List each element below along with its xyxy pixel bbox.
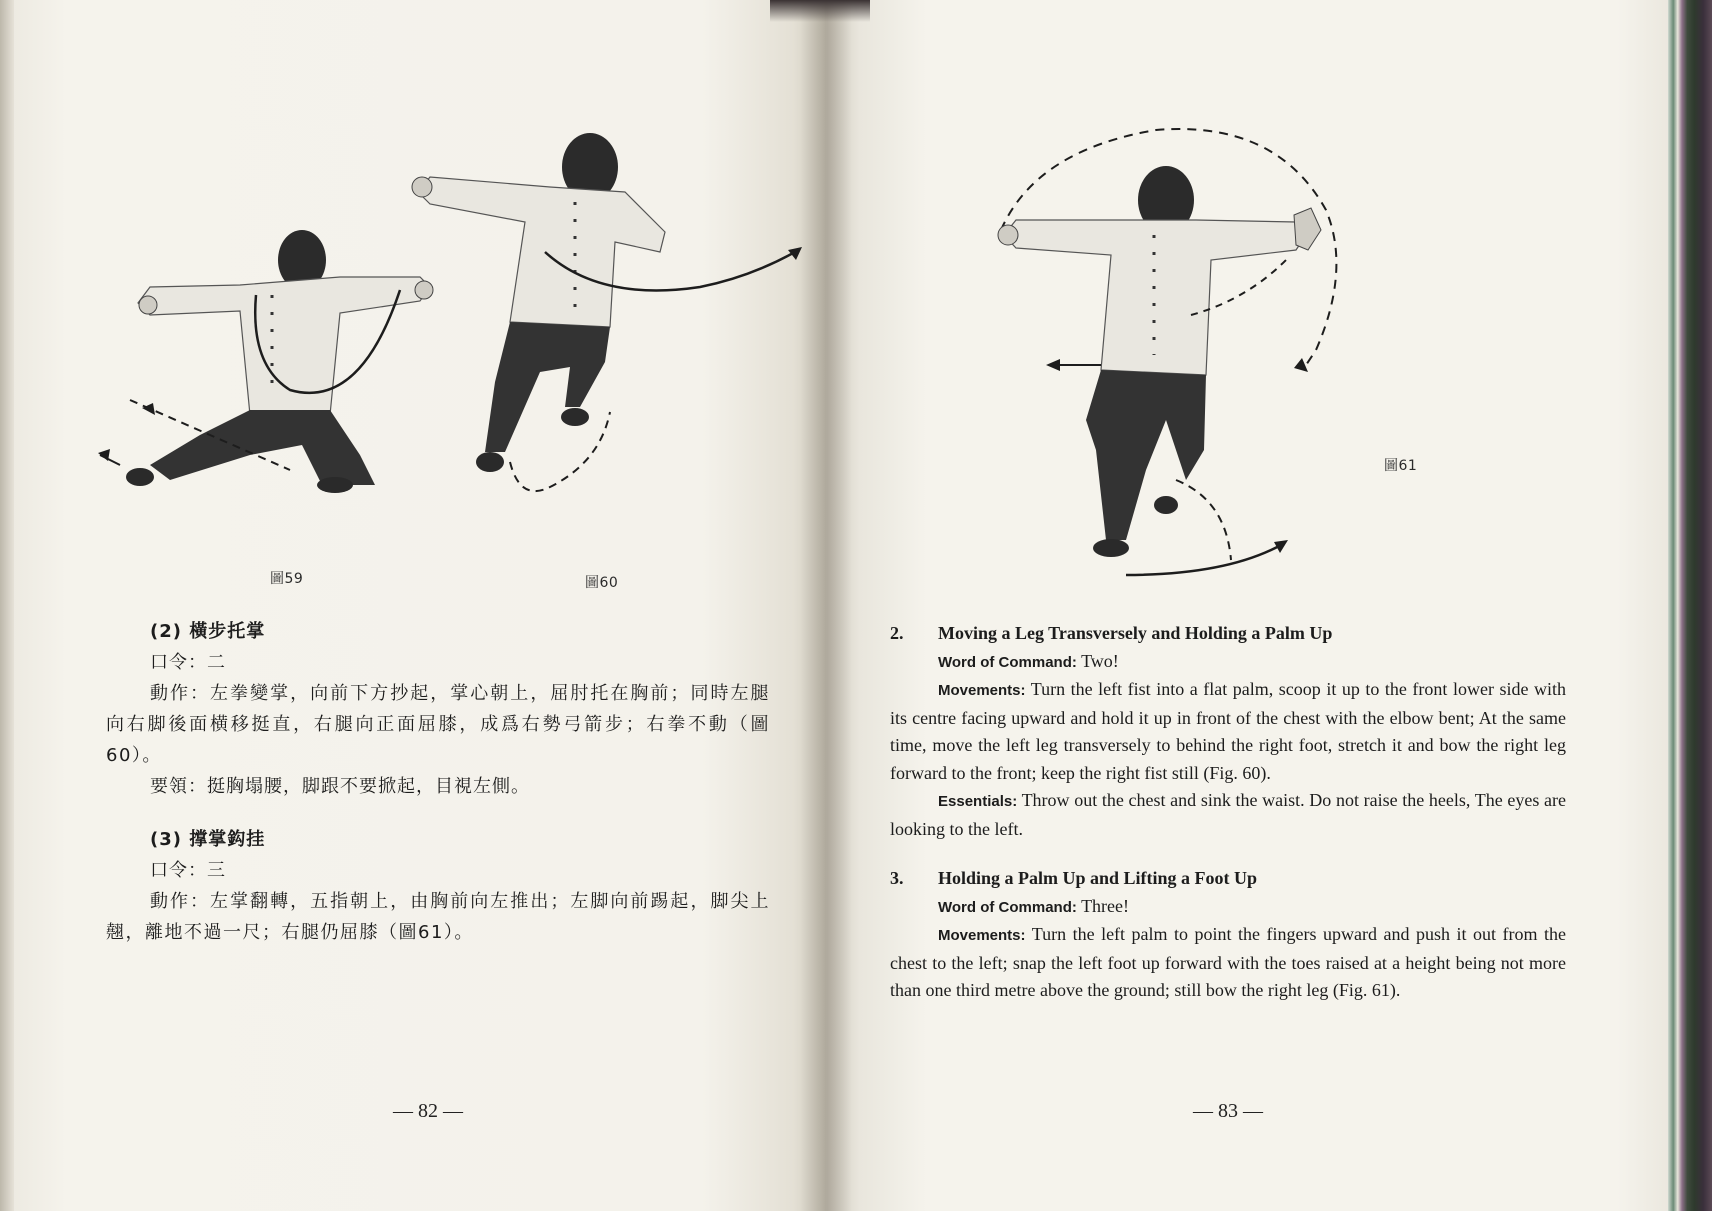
en-section-2-heading [890, 620, 1566, 648]
en-section-2-movements [890, 676, 1566, 787]
figure-60-trousers [485, 322, 610, 452]
en-section-3-movements-text: Turn the left palm to point the fingers upward and push it out from the chest to the left; snap the left foot up forward with the toes raised at a height being not more than one third metre above the ground; still bow the right leg (Fig. 61). [890, 924, 1566, 1000]
en-section-2-movements-label: Movements: [938, 682, 1026, 699]
en-section-2-movements-text: Turn the left fist into a flat palm, scoop it up to the front lower side with its centre facing upward and hold it up in front of the chest with the elbow bent; At the same time, move the left leg transversely to behind the right foot, stretch it and bow the right leg forward to the front; keep the right fist still (Fig. 60). [890, 679, 1566, 783]
figure-59-trousers [150, 410, 375, 485]
en-section-3-command-label: Word of Command: [938, 898, 1077, 916]
figure-61-caption: 圖61 [1384, 458, 1418, 474]
figure-61-motion-arc [1126, 545, 1281, 575]
figure-60-illustration [400, 132, 820, 552]
en-section-2-essentials [890, 787, 1566, 843]
figure-59-caption: 圖59 [270, 571, 304, 587]
english-text-block [890, 620, 1566, 1005]
en-section-3-command [938, 893, 1566, 922]
en-section-2-command [938, 648, 1566, 677]
figure-61-illustration [976, 120, 1416, 590]
en-section-2-essentials-text: Throw out the chest and sink the waist. Do not raise the heels, The eyes are looking to the left. [890, 790, 1566, 839]
figure-60-dashed-path [510, 412, 610, 491]
en-section-2-essentials-label: Essentials: [938, 793, 1018, 810]
en-section-2-command-value: Two! [1081, 650, 1119, 671]
figure-60-jacket [418, 177, 665, 327]
en-section-3-title: Holding a Palm Up and Lifting a Foot Up [938, 868, 1258, 888]
figure-61-jacket [1004, 220, 1306, 375]
zh-section-2-command: 口令：二 [150, 652, 226, 673]
en-section-3-movements-label: Movements: [938, 927, 1026, 944]
en-section-2-title: Moving a Leg Transversely and Holding a Palm Up [938, 623, 1333, 643]
right-page [826, 0, 1668, 1211]
en-section-3-number: 3. [890, 868, 904, 888]
zh-section-3-movements: 動作：左掌翻轉，五指朝上，由胸前向左推出；左脚向前踢起，脚尖上翹，離地不過一尺；右腿仍屈膝（圖61）。 [106, 891, 770, 943]
figure-61-trousers [1086, 370, 1206, 540]
zh-section-2-essentials: 要領：挺胸塌腰，脚跟不要掀起，目視左側。 [150, 776, 530, 797]
zh-section-2-heading: (2) 橫步托掌 [150, 621, 266, 642]
page-number-83: — 83 — [1193, 1100, 1263, 1122]
zh-section-3-heading: (3) 撑掌鈎挂 [150, 829, 266, 850]
en-section-2-command-label: Word of Command: [938, 653, 1077, 671]
left-page-edge [0, 0, 14, 1211]
figure-60-caption: 圖60 [585, 575, 619, 591]
page-number-82: — 82 — [393, 1100, 463, 1122]
spine-shadow [770, 0, 870, 22]
zh-section-2-movements: 動作：左拳變掌，向前下方抄起，掌心朝上，屈肘托在胸前；同時左腿向右脚後面横移挺直，右腿向正面屈膝，成爲右勢弓箭步；右拳不動（圖60）。 [106, 683, 770, 766]
en-section-3-movements [890, 921, 1566, 1005]
en-section-3-heading [890, 865, 1566, 893]
en-section-3-command-value: Three! [1081, 895, 1130, 916]
en-section-2-number: 2. [890, 623, 904, 643]
book-gutter [800, 0, 852, 1211]
chinese-text-block [106, 616, 770, 948]
figure-59-jacket [138, 277, 430, 415]
left-page [0, 0, 826, 1211]
zh-section-3-command: 口令：三 [150, 860, 226, 881]
book-cover-edge [1668, 0, 1712, 1211]
